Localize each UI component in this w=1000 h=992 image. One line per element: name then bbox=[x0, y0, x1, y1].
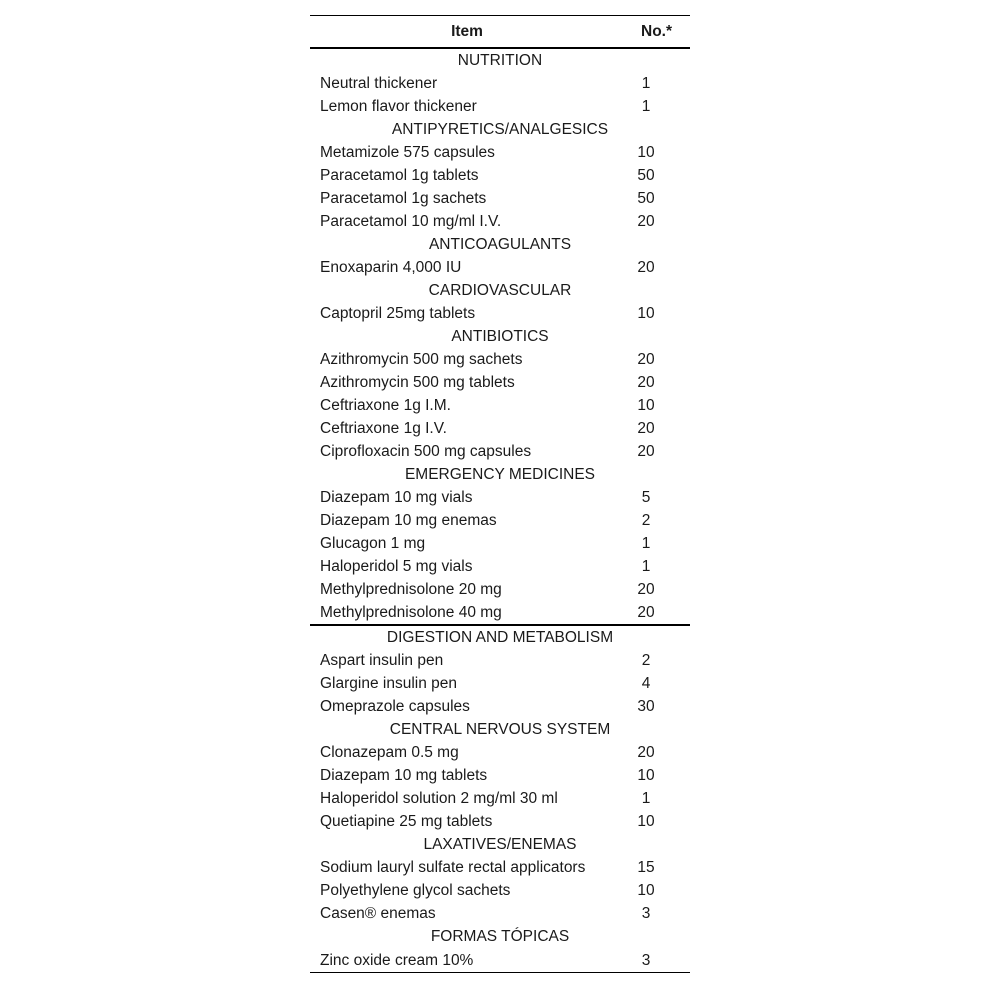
item-cell: Metamizole 575 capsules bbox=[320, 144, 495, 161]
item-cell: Sodium lauryl sulfate rectal applicators bbox=[320, 859, 586, 876]
quantity-cell: 30 bbox=[637, 698, 655, 715]
table-row bbox=[310, 256, 690, 279]
quantity-cell: 10 bbox=[637, 882, 655, 899]
table-row bbox=[310, 649, 690, 672]
table-row bbox=[310, 578, 690, 601]
item-cell: Glargine insulin pen bbox=[320, 675, 458, 692]
item-cell: Glucagon 1 mg bbox=[320, 535, 426, 552]
quantity-cell: 3 bbox=[641, 905, 651, 922]
quantity-cell: 10 bbox=[637, 767, 655, 784]
table-row bbox=[310, 210, 690, 233]
quantity-cell: 20 bbox=[637, 374, 655, 391]
column-header-item: Item bbox=[310, 16, 624, 49]
section-row bbox=[310, 925, 690, 948]
item-cell: Captopril 25mg tablets bbox=[320, 305, 476, 322]
section-row bbox=[310, 48, 690, 72]
quantity-cell: 1 bbox=[641, 75, 651, 92]
medication-table-container bbox=[310, 15, 690, 973]
item-cell: Paracetamol 1g tablets bbox=[320, 167, 479, 184]
section-row bbox=[310, 463, 690, 486]
medication-table bbox=[310, 15, 690, 973]
item-cell: Neutral thickener bbox=[320, 75, 438, 92]
quantity-cell: 20 bbox=[637, 213, 655, 230]
table-row bbox=[310, 141, 690, 164]
quantity-cell: 50 bbox=[637, 167, 655, 184]
quantity-cell: 4 bbox=[641, 675, 651, 692]
section-label: FORMAS TÓPICAS bbox=[430, 928, 570, 945]
section-label: ANTICOAGULANTS bbox=[428, 236, 572, 253]
item-cell: Diazepam 10 mg enemas bbox=[320, 512, 497, 529]
item-cell: Haloperidol 5 mg vials bbox=[320, 558, 473, 575]
item-cell: Haloperidol solution 2 mg/ml 30 ml bbox=[320, 790, 558, 807]
table-row bbox=[310, 810, 690, 833]
table-row bbox=[310, 417, 690, 440]
quantity-cell: 10 bbox=[637, 397, 655, 414]
section-row bbox=[310, 325, 690, 348]
quantity-cell: 50 bbox=[637, 190, 655, 207]
quantity-cell: 1 bbox=[641, 790, 651, 807]
item-cell: Methylprednisolone 40 mg bbox=[310, 601, 624, 625]
quantity-cell: 10 bbox=[637, 144, 655, 161]
table-row bbox=[310, 72, 690, 95]
quantity-cell: 15 bbox=[637, 859, 655, 876]
quantity-cell: 2 bbox=[641, 652, 651, 669]
table-row bbox=[310, 856, 690, 879]
section-label: LAXATIVES/ENEMAS bbox=[423, 836, 577, 853]
table-row bbox=[310, 879, 690, 902]
quantity-cell: 20 bbox=[637, 443, 655, 460]
section-row bbox=[310, 833, 690, 856]
item-cell: Methylprednisolone 20 mg bbox=[320, 581, 502, 598]
table-row bbox=[310, 948, 690, 973]
quantity-cell: 10 bbox=[637, 813, 655, 830]
section-label: DIGESTION AND METABOLISM bbox=[386, 629, 614, 646]
table-row bbox=[310, 787, 690, 810]
column-header-no: No.* bbox=[624, 16, 690, 49]
quantity-cell: 20 bbox=[624, 601, 690, 625]
section-label: CENTRAL NERVOUS SYSTEM bbox=[389, 721, 611, 738]
item-cell: Polyethylene glycol sachets bbox=[320, 882, 511, 899]
item-cell: Quetiapine 25 mg tablets bbox=[320, 813, 493, 830]
quantity-cell: 2 bbox=[641, 512, 651, 529]
quantity-cell: 1 bbox=[641, 98, 651, 115]
table-row bbox=[310, 348, 690, 371]
table-body bbox=[310, 48, 690, 973]
quantity-cell: 5 bbox=[641, 489, 651, 506]
table-row bbox=[310, 486, 690, 509]
table-row bbox=[310, 741, 690, 764]
table-row bbox=[310, 532, 690, 555]
section-row bbox=[310, 118, 690, 141]
quantity-cell: 1 bbox=[641, 535, 651, 552]
section-label: ANTIBIOTICS bbox=[451, 328, 549, 345]
quantity-cell: 20 bbox=[637, 259, 655, 276]
quantity-cell: 20 bbox=[637, 420, 655, 437]
item-cell: Ciprofloxacin 500 mg capsules bbox=[320, 443, 532, 460]
header-row bbox=[310, 16, 690, 49]
quantity-cell: 3 bbox=[624, 948, 690, 973]
section-row bbox=[310, 279, 690, 302]
table-row bbox=[310, 509, 690, 532]
quantity-cell: 10 bbox=[637, 305, 655, 322]
item-cell: Diazepam 10 mg tablets bbox=[320, 767, 488, 784]
table-row bbox=[310, 764, 690, 787]
section-row bbox=[310, 718, 690, 741]
item-cell: Enoxaparin 4,000 IU bbox=[320, 259, 462, 276]
section-label: EMERGENCY MEDICINES bbox=[404, 466, 596, 483]
item-cell: Azithromycin 500 mg sachets bbox=[320, 351, 523, 368]
item-cell: Azithromycin 500 mg tablets bbox=[320, 374, 515, 391]
table-row bbox=[310, 371, 690, 394]
item-cell: Casen® enemas bbox=[320, 905, 436, 922]
item-cell: Aspart insulin pen bbox=[320, 652, 444, 669]
item-cell: Diazepam 10 mg vials bbox=[320, 489, 473, 506]
table-row bbox=[310, 555, 690, 578]
section-row bbox=[310, 233, 690, 256]
item-cell: Paracetamol 1g sachets bbox=[320, 190, 487, 207]
table-row bbox=[310, 302, 690, 325]
section-row bbox=[310, 625, 690, 649]
item-cell: Paracetamol 10 mg/ml I.V. bbox=[320, 213, 502, 230]
item-cell: Ceftriaxone 1g I.V. bbox=[320, 420, 447, 437]
item-cell: Omeprazole capsules bbox=[320, 698, 470, 715]
item-cell: Lemon flavor thickener bbox=[320, 98, 477, 115]
table-row bbox=[310, 601, 690, 625]
quantity-cell: 1 bbox=[641, 558, 651, 575]
table-row bbox=[310, 672, 690, 695]
table-row bbox=[310, 902, 690, 925]
table-row bbox=[310, 187, 690, 210]
section-label: NUTRITION bbox=[457, 52, 543, 69]
quantity-cell: 20 bbox=[637, 351, 655, 368]
table-row bbox=[310, 95, 690, 118]
quantity-cell: 20 bbox=[637, 744, 655, 761]
table-row bbox=[310, 440, 690, 463]
item-cell: Zinc oxide cream 10% bbox=[310, 948, 624, 973]
item-cell: Clonazepam 0.5 mg bbox=[320, 744, 459, 761]
quantity-cell: 20 bbox=[637, 581, 655, 598]
table-row bbox=[310, 164, 690, 187]
item-cell: Ceftriaxone 1g I.M. bbox=[320, 397, 451, 414]
table-row bbox=[310, 695, 690, 718]
section-label: CARDIOVASCULAR bbox=[428, 282, 572, 299]
table-row bbox=[310, 394, 690, 417]
table-header bbox=[310, 16, 690, 49]
section-label: ANTIPYRETICS/ANALGESICS bbox=[391, 121, 609, 138]
